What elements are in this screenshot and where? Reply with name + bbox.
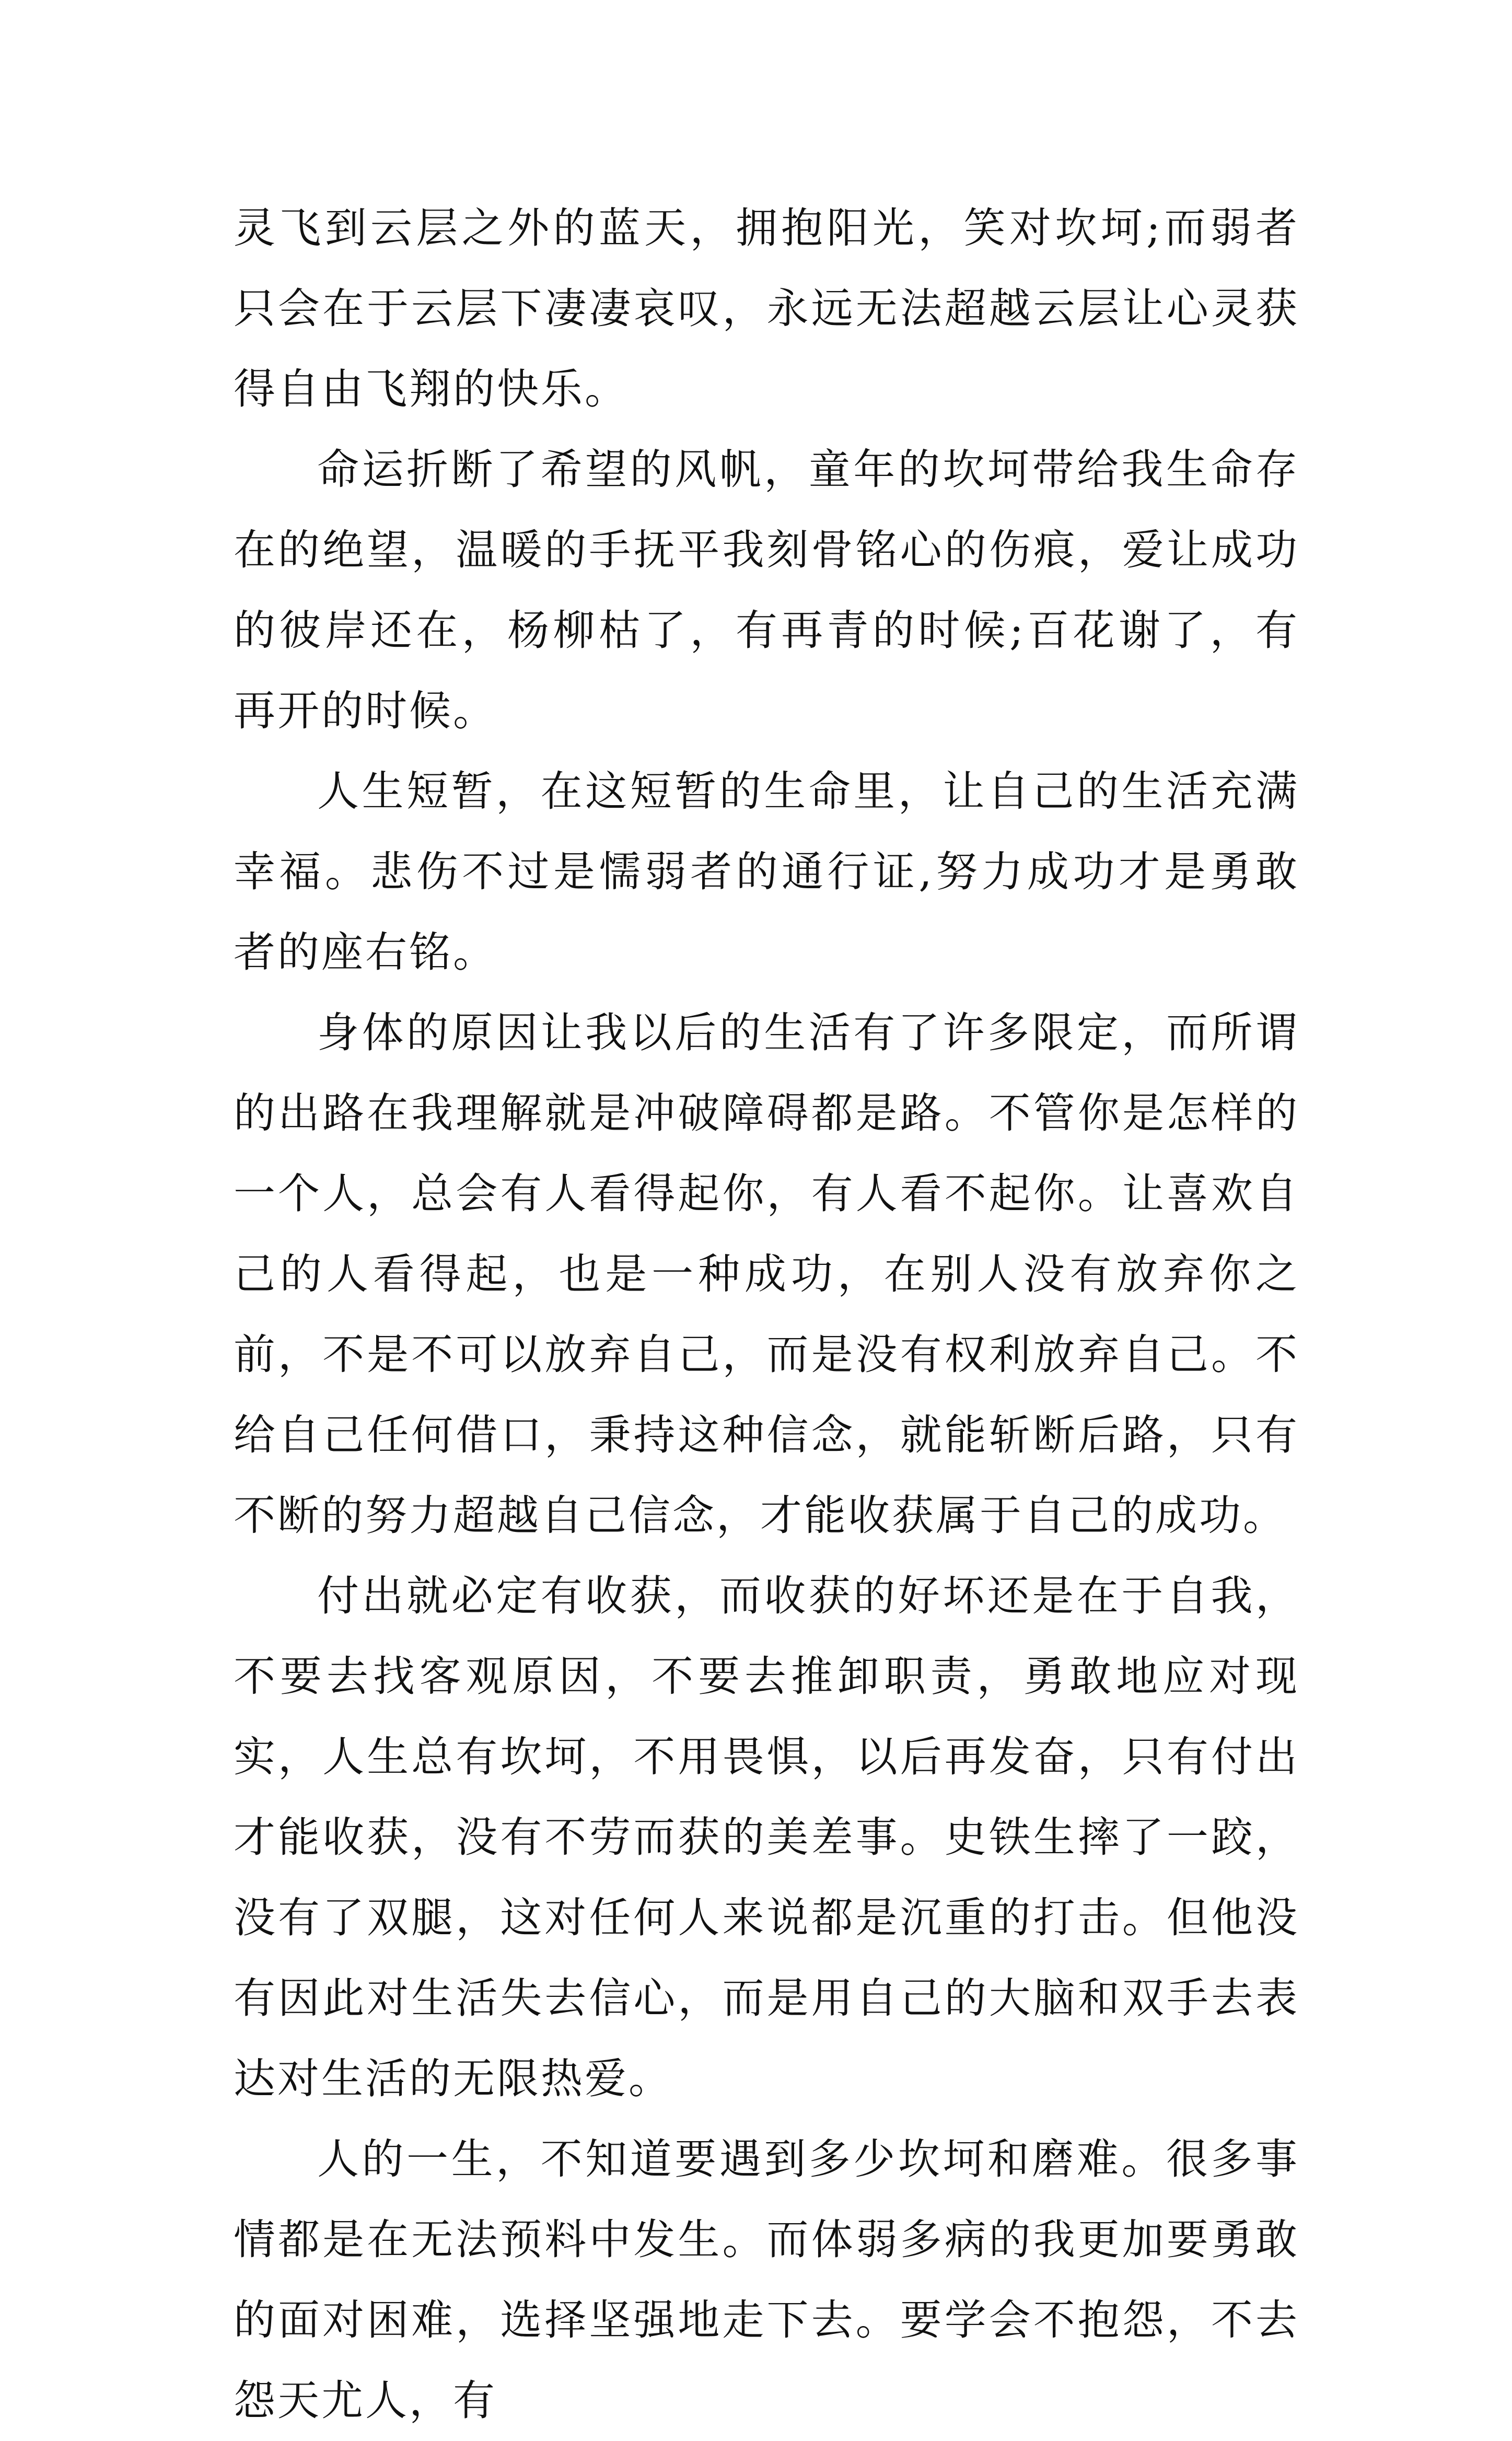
paragraph-continuation: 灵飞到云层之外的蓝天，拥抱阳光，笑对坎坷;而弱者只会在于云层下凄凄哀叹，永远无法超越云层让心灵获得自由飞翔的快乐。 bbox=[234, 204, 1299, 413]
paragraph: 身体的原因让我以后的生活有了许多限定，而所谓的出路在我理解就是冲破障碍都是路。不管你是怎样的一个人，总会有人看得起你，有人看不起你。让喜欢自己的人看得起，也是一种成功，在别人没有放弃你之前，不是不可以放弃自己，而是没有权利放弃自己。不给自己任何借口，秉持这种信念，就能斩断后路，只有不断的努力超越自己信念，才能收获属于自己的成功。 bbox=[234, 1008, 1299, 1540]
paragraph: 付出就必定有收获，而收获的好坏还是在于自我，不要去找客观原因，不要去推卸职责，勇敢地应对现实，人生总有坎坷，不用畏惧，以后再发奋，只有付出才能收获，没有不劳而获的美差事。史铁生摔了一跤，没有了双腿，这对任何人来说都是沉重的打击。但他没有因此对生活失去信心，而是用自己的大脑和双手去表达对生活的无限热爱。 bbox=[234, 1572, 1299, 2103]
document-body bbox=[234, 188, 1299, 2441]
paragraph: 命运折断了希望的风帆，童年的坎坷带给我生命存在的绝望，温暖的手抚平我刻骨铭心的伤痕，爱让成功的彼岸还在，杨柳枯了，有再青的时候;百花谢了，有再开的时候。 bbox=[234, 445, 1299, 735]
paragraph: 人的一生，不知道要遇到多少坎坷和磨难。很多事情都是在无法预料中发生。而体弱多病的我更加要勇敢的面对困难，选择坚强地走下去。要学会不抱怨，不去怨天尤人，有 bbox=[234, 2135, 1299, 2425]
paragraph: 人生短暂，在这短暂的生命里，让自己的生活充满幸福。悲伤不过是懦弱者的通行证,努力成功才是勇敢者的座右铭。 bbox=[234, 767, 1299, 977]
